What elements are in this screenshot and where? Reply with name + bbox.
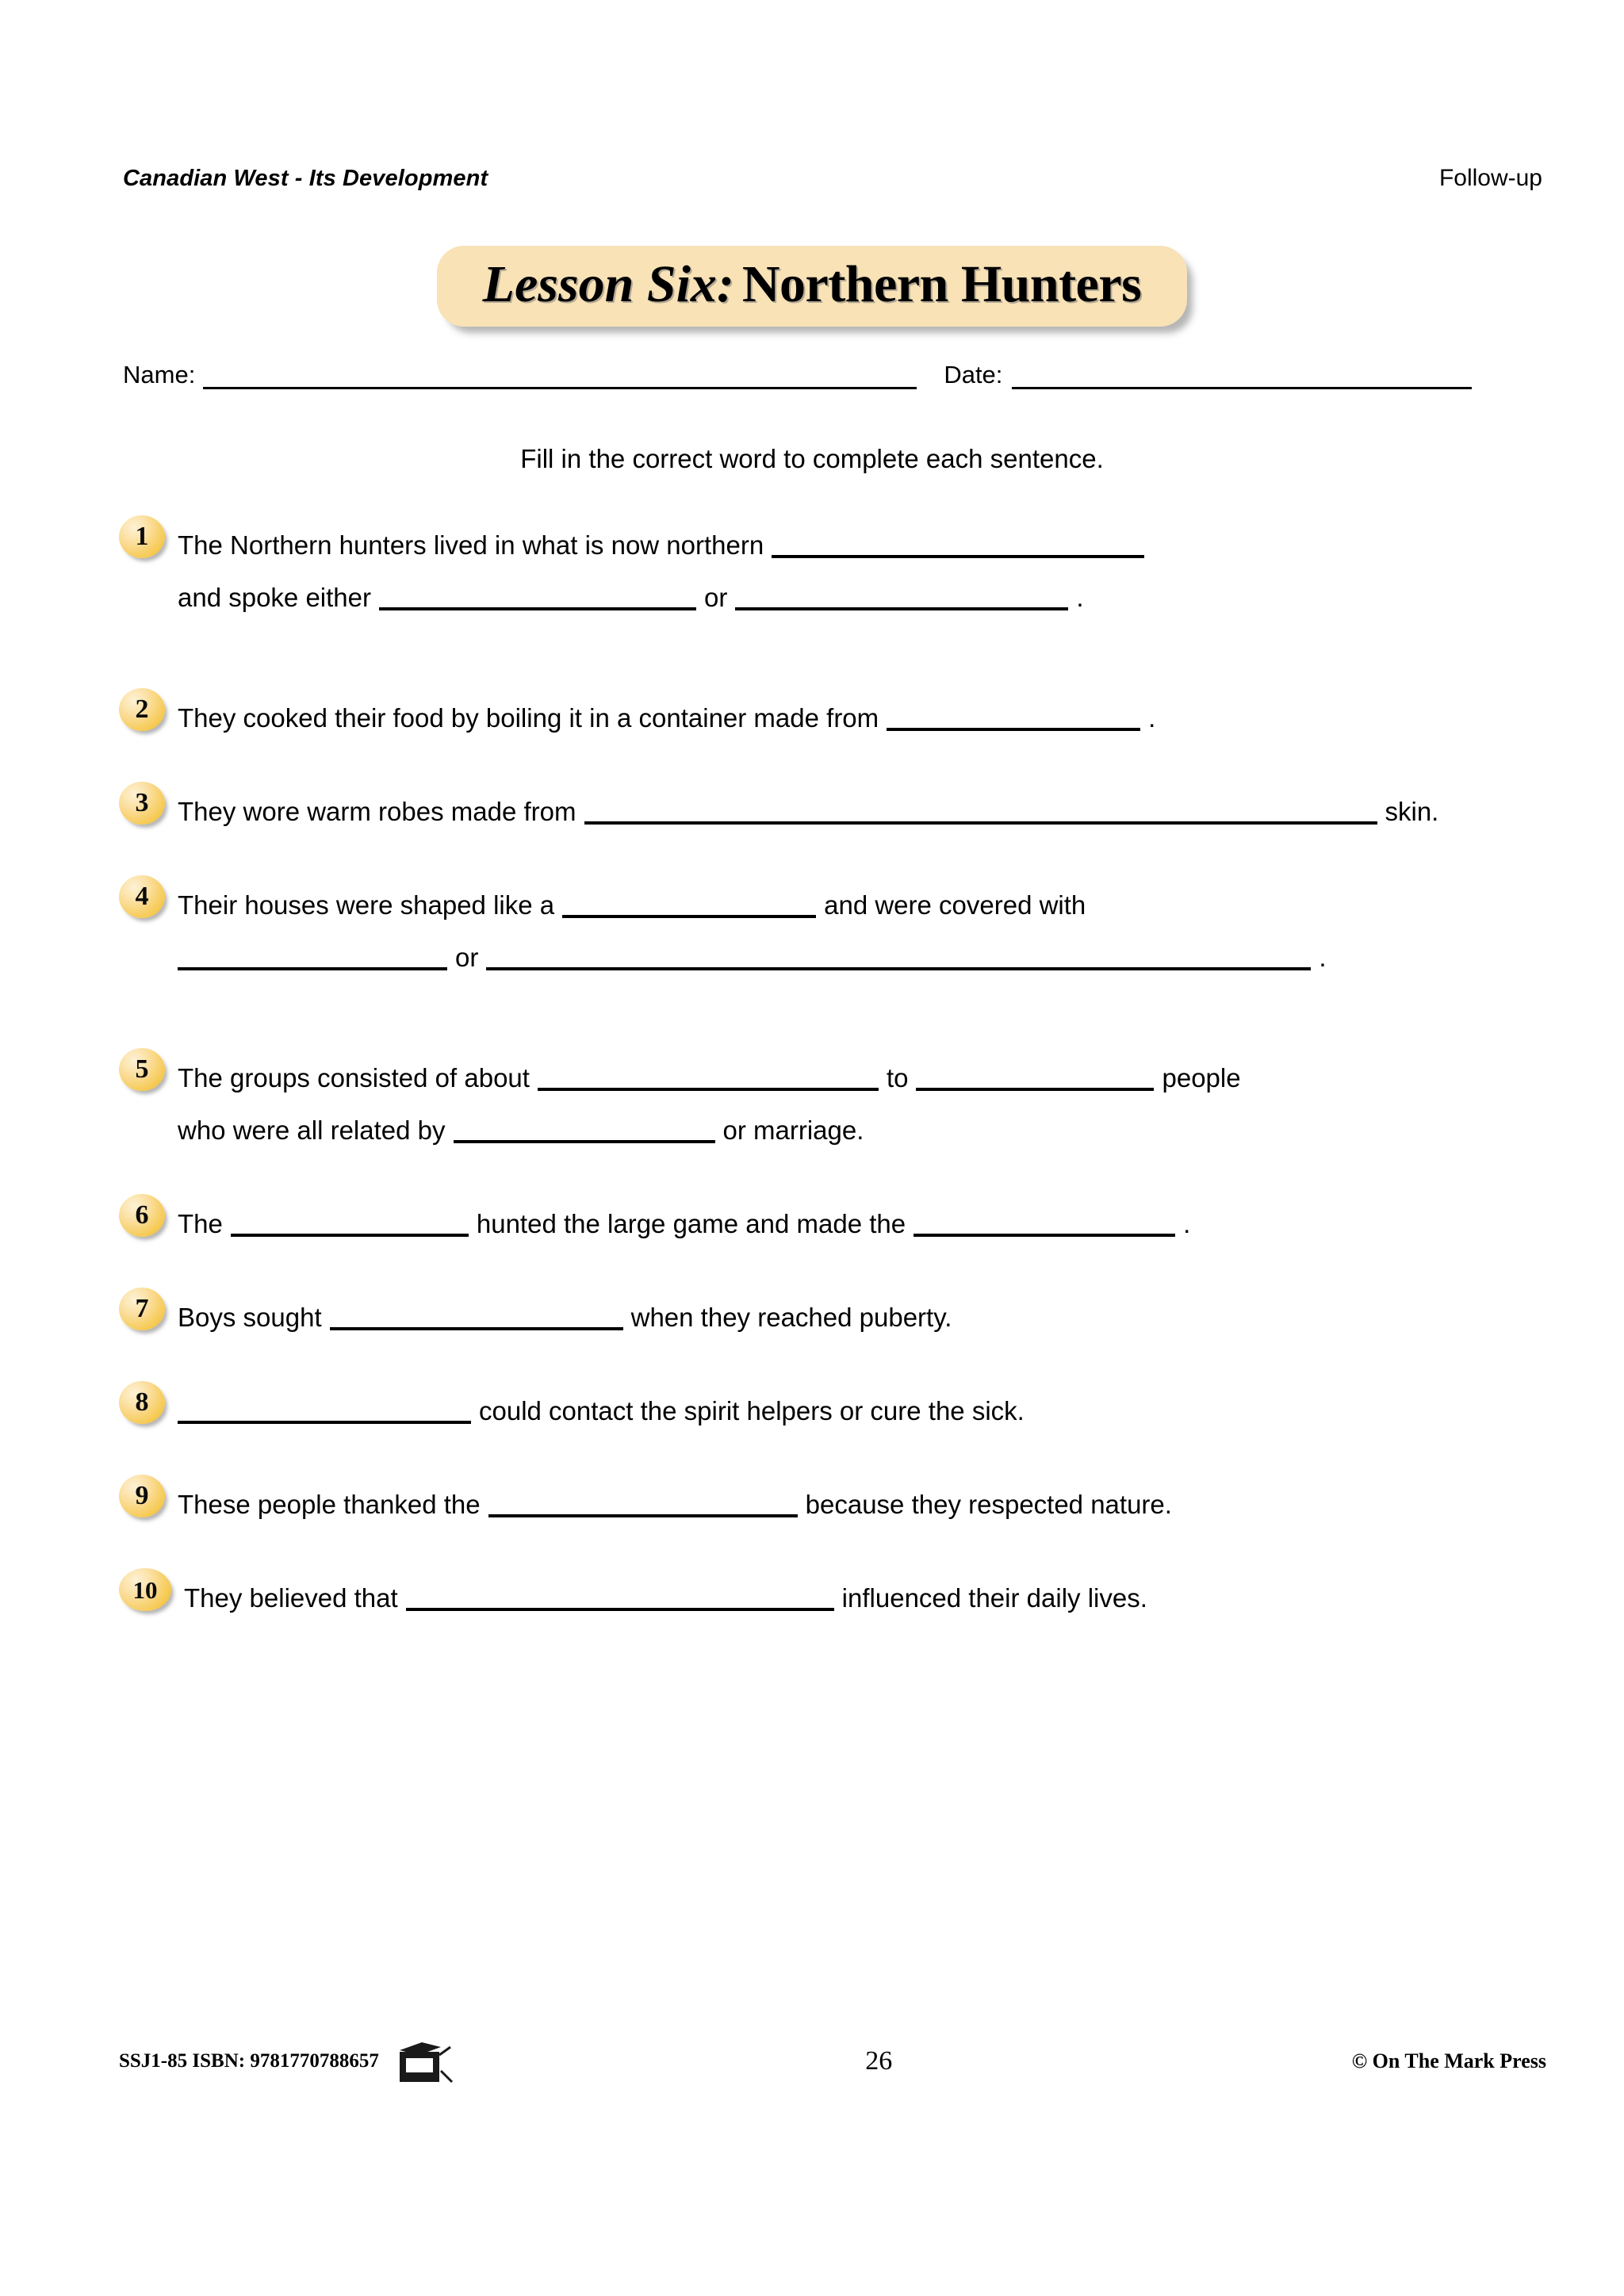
question-text: or	[455, 943, 479, 972]
question-text: They cooked their food by boiling it in a container made from	[178, 703, 879, 733]
question-text: when they reached puberty.	[630, 1303, 952, 1332]
question-text: and were covered with	[824, 890, 1086, 920]
question-item	[119, 874, 1546, 970]
question-body	[178, 1192, 1546, 1237]
question-text: Boys sought	[178, 1303, 322, 1332]
question-text: hunted the large game and made the	[476, 1209, 906, 1238]
question-text: .	[1183, 1209, 1191, 1238]
question-number-badge: 10	[119, 1568, 171, 1611]
date-input-line[interactable]	[1012, 366, 1472, 389]
question-item	[119, 687, 1546, 731]
question-line	[178, 690, 1546, 731]
section-label: Follow-up	[1438, 165, 1542, 191]
question-text: The Northern hunters lived in what is now northern	[178, 530, 764, 560]
answer-blank[interactable]	[488, 1487, 798, 1517]
question-line	[178, 929, 1546, 970]
question-line	[178, 1050, 1546, 1091]
question-text: skin.	[1385, 797, 1439, 826]
question-body	[184, 1567, 1546, 1611]
question-line	[178, 1383, 1546, 1424]
running-head	[123, 165, 1542, 192]
question-item	[119, 780, 1546, 825]
answer-blank[interactable]	[330, 1300, 623, 1330]
name-input-line[interactable]	[203, 366, 917, 389]
question-text: to	[886, 1063, 909, 1093]
answer-blank[interactable]	[914, 1207, 1175, 1237]
question-item	[119, 1473, 1546, 1517]
question-item	[119, 1047, 1546, 1143]
question-number-badge: 1	[119, 515, 165, 558]
question-number-badge: 2	[119, 688, 165, 731]
instruction-text: Fill in the correct word to complete each sentence.	[520, 444, 1104, 473]
title-banner	[437, 246, 1188, 327]
question-text: or	[704, 583, 728, 612]
question-line	[178, 1196, 1546, 1237]
answer-blank[interactable]	[231, 1207, 469, 1237]
question-body	[178, 780, 1546, 825]
question-text: .	[1148, 703, 1156, 733]
name-date-row	[123, 361, 1487, 389]
question-body	[178, 1380, 1546, 1424]
question-number-badge: 4	[119, 875, 165, 918]
question-text: The	[178, 1209, 223, 1238]
title-banner-wrapper	[0, 246, 1624, 327]
question-number-badge: 3	[119, 782, 165, 825]
question-item	[119, 1286, 1546, 1330]
question-text: The groups consisted of about	[178, 1063, 530, 1093]
question-text: They wore warm robes made from	[178, 797, 576, 826]
question-text: They believed that	[184, 1583, 398, 1613]
question-number-badge: 6	[119, 1194, 165, 1237]
lesson-label: Lesson Six:	[482, 255, 734, 313]
answer-blank[interactable]	[584, 794, 1377, 825]
unit-title: Canadian West - Its Development	[123, 166, 488, 191]
answer-blank[interactable]	[379, 580, 696, 610]
isbn-block	[119, 2039, 454, 2084]
question-list	[119, 514, 1546, 1611]
question-text: These people thanked the	[178, 1490, 481, 1519]
answer-blank[interactable]	[538, 1061, 879, 1091]
question-text: because they respected nature.	[805, 1490, 1172, 1519]
question-line	[178, 877, 1546, 918]
question-body	[178, 514, 1546, 610]
answer-blank[interactable]	[916, 1061, 1154, 1091]
answer-blank[interactable]	[486, 940, 1311, 970]
question-text: and spoke either	[178, 583, 372, 612]
question-text: or marriage.	[722, 1115, 864, 1145]
lesson-name: Northern Hunters	[741, 255, 1142, 313]
question-line	[178, 1289, 1546, 1330]
question-line	[178, 1102, 1546, 1143]
answer-blank[interactable]	[406, 1581, 834, 1611]
answer-blank[interactable]	[735, 580, 1068, 610]
question-text: influenced their daily lives.	[841, 1583, 1147, 1613]
question-line	[178, 517, 1546, 558]
title-banner-text	[483, 255, 1142, 314]
question-item	[119, 1567, 1546, 1611]
isbn-text: SSJ1-85 ISBN: 9781770788657	[119, 2050, 379, 2072]
question-text: people	[1162, 1063, 1241, 1093]
question-text: Their houses were shaped like a	[178, 890, 555, 920]
question-item	[119, 1380, 1546, 1424]
answer-blank[interactable]	[887, 701, 1140, 731]
question-line	[178, 1476, 1546, 1517]
question-number-badge: 8	[119, 1381, 165, 1424]
answer-blank[interactable]	[562, 888, 816, 918]
answer-blank[interactable]	[454, 1113, 715, 1143]
question-body	[178, 1047, 1546, 1143]
page-footer	[119, 2039, 1546, 2084]
question-body	[178, 874, 1546, 970]
question-text: could contact the spirit helpers or cure the sick.	[479, 1396, 1025, 1425]
question-body	[178, 1286, 1546, 1330]
question-item	[119, 1192, 1546, 1237]
page-number: 26	[865, 2046, 893, 2076]
question-body	[178, 1473, 1546, 1517]
question-number-badge: 7	[119, 1288, 165, 1330]
question-body	[178, 687, 1546, 731]
answer-blank[interactable]	[178, 940, 447, 970]
date-label: Date:	[944, 361, 1003, 388]
question-line	[178, 783, 1546, 825]
question-line	[184, 1570, 1546, 1611]
answer-blank[interactable]	[772, 528, 1144, 558]
question-item	[119, 514, 1546, 610]
question-text: .	[1076, 583, 1084, 612]
question-number-badge: 9	[119, 1475, 165, 1517]
name-label: Name:	[123, 361, 196, 388]
question-line	[178, 569, 1546, 610]
answer-blank[interactable]	[178, 1394, 471, 1424]
question-text: who were all related by	[178, 1115, 446, 1145]
question-number-badge: 5	[119, 1048, 165, 1091]
copyright-text: © On The Mark Press	[1351, 2049, 1546, 2072]
question-text: .	[1319, 943, 1327, 972]
